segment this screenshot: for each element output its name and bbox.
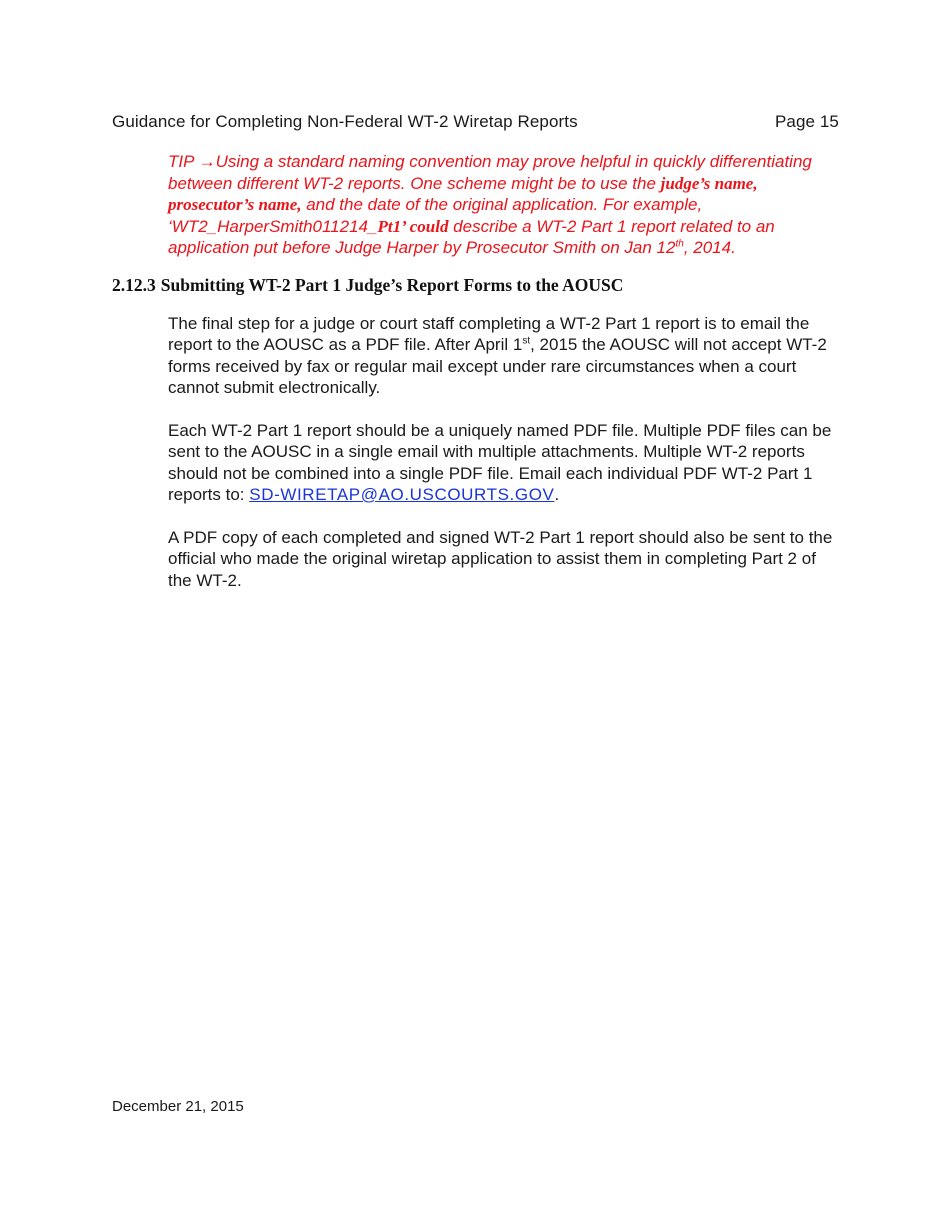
paragraph-3	[168, 527, 838, 591]
page-number: Page 15	[774, 112, 839, 131]
paragraph-2-end: .	[554, 484, 560, 504]
section-title: Submitting WT-2 Part 1 Judge’s Report Forms to the AOUSC	[160, 275, 624, 295]
document-title: Guidance for Completing Non-Federal WT-2 Wiretap Reports	[112, 112, 578, 131]
footer-date: December 21, 2015	[112, 1098, 244, 1115]
right-arrow-icon: →	[198, 152, 216, 171]
page-footer	[112, 1098, 244, 1116]
tip-text-3: describe a WT-2 Part 1 report related to an application put before Judge Harper by Prosecutor Smith on Jan 12	[168, 216, 775, 257]
tip-bold-1: judge’s name, prosecutor’s name,	[168, 173, 758, 214]
tip-label: TIP	[168, 152, 194, 171]
page-header	[112, 112, 839, 132]
paragraph-1-text-b: , 2015 the AOUSC will not accept WT-2 forms received by fax or regular mail except under rare circumstances when a court cannot submit electronically.	[168, 335, 827, 397]
paragraph-3-text: A PDF copy of each completed and signed WT-2 Part 1 report should also be sent to the official who made the original wiretap application to assist them in completing Part 2 of the WT-2.	[168, 528, 833, 590]
section-number: 2.12.3	[112, 275, 156, 295]
tip-example-start: ‘WT2_HarperSmith011214_	[168, 216, 378, 236]
tip-text-2: and the date of the original application. For example,	[301, 195, 703, 214]
tip-superscript: th	[675, 238, 684, 250]
tip-callout	[168, 151, 838, 259]
tip-text-4: , 2014.	[683, 238, 736, 257]
paragraph-1-superscript: st	[522, 335, 531, 347]
tip-bold-2: Pt1’ could	[377, 216, 449, 236]
paragraph-2-text: Each WT-2 Part 1 report should be a uniquely named PDF file. Multiple PDF files can be sent to the AOUSC in a single email with multiple attachments. Multiple WT-2 reports should not be combined into a single PDF file. Email each individual PDF WT-2 Part 1 reports to:	[168, 421, 832, 504]
email-link[interactable]: SD-WIRETAP@AO.USCOURTS.GOV	[249, 484, 555, 504]
tip-text-1: Using a standard naming convention may prove helpful in quickly differentiating between different WT-2 reports. One scheme might be to use the	[168, 152, 812, 193]
paragraph-1	[168, 313, 838, 398]
section-heading	[112, 274, 839, 296]
paragraph-1-text-a: The final step for a judge or court staff completing a WT-2 Part 1 report is to email the report to the AOUSC as a PDF file. After April 1	[168, 314, 810, 355]
paragraph-2	[168, 420, 838, 505]
